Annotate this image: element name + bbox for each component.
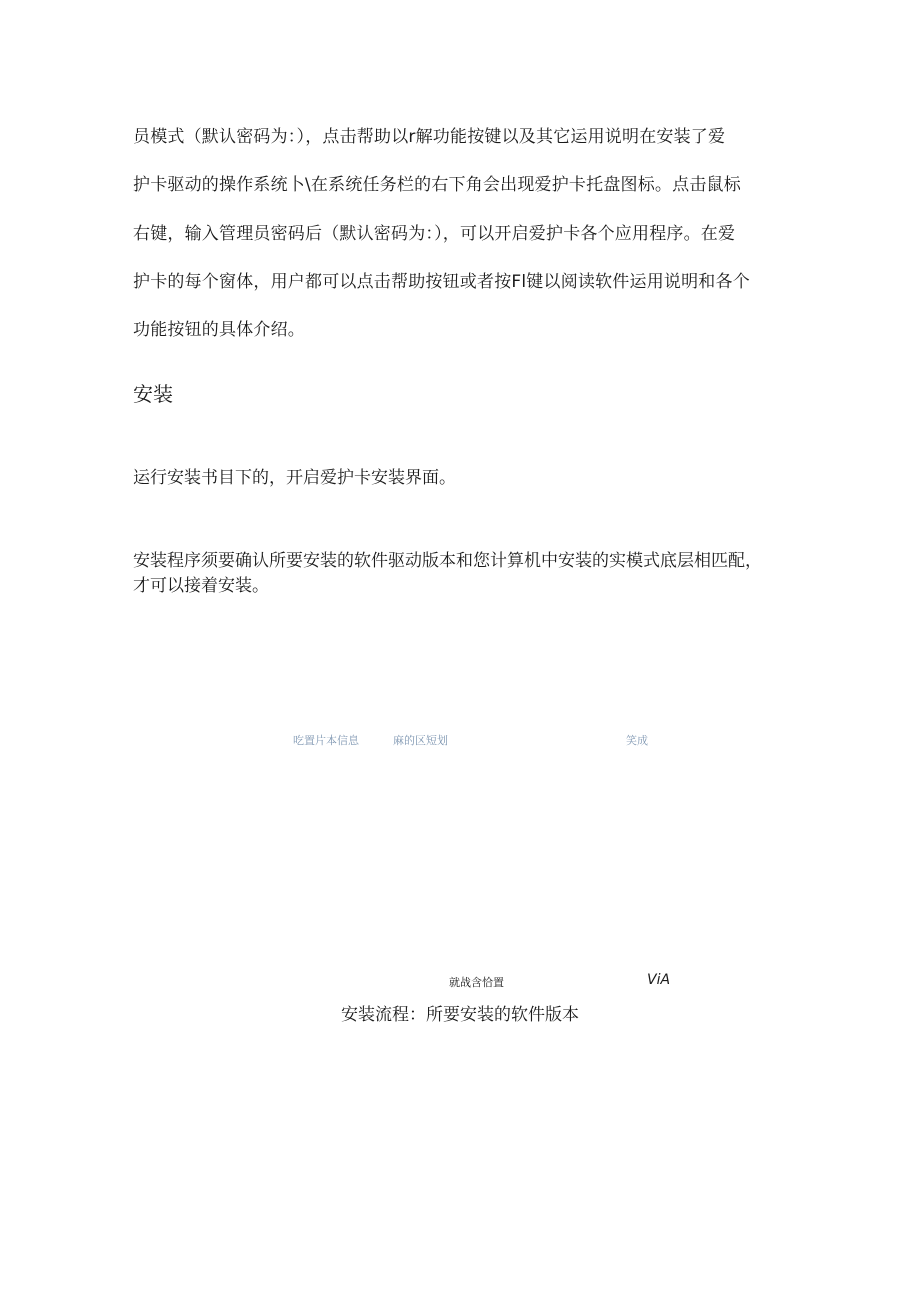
intro-line-4: 护卡的每个窗体，用户都可以点击帮助按钮或者按Fl键以阅读软件运用说明和各个 [133,272,750,292]
figure-label-via: ViA [647,972,671,988]
intro-line-5: 功能按钮的具体介绍。 [133,320,305,340]
figure-label-version-info: 吃置片本信息 [293,734,359,747]
intro-line-2: 护卡驱动的操作系统卜\在系统任务栏的右下角会出现爱护卡托盘图标。点击鼠标 [133,175,741,195]
figure-label-complete: 笑成 [626,734,648,747]
intro-line-3: 右键，输入管理员密码后（默认密码为：），可以开启爱护卡各个应用程序。在爱 [133,224,736,244]
install-paragraph-1: 运行安装书目下的，开启爱护卡安装界面。 [133,468,456,488]
figure-label-partition: 麻的区短划 [393,734,448,747]
figure-label-settings: 就战含恰置 [449,976,504,989]
figure-caption: 安装流程：所要安装的软件版本 [341,1005,579,1025]
intro-line-1: 员模式（默认密码为：），点击帮助以r解功能按键以及其它运用说明在安装了爱 [133,127,726,147]
install-paragraph-2-line-2: 才可以接着安装。 [133,576,269,596]
install-paragraph-2-line-1: 安装程序须要确认所要安装的软件驱动版本和您计算机中安装的实模式底层相匹配， [133,551,762,571]
install-paragraph-2 [133,549,823,599]
section-heading-install: 安装 [133,382,173,406]
